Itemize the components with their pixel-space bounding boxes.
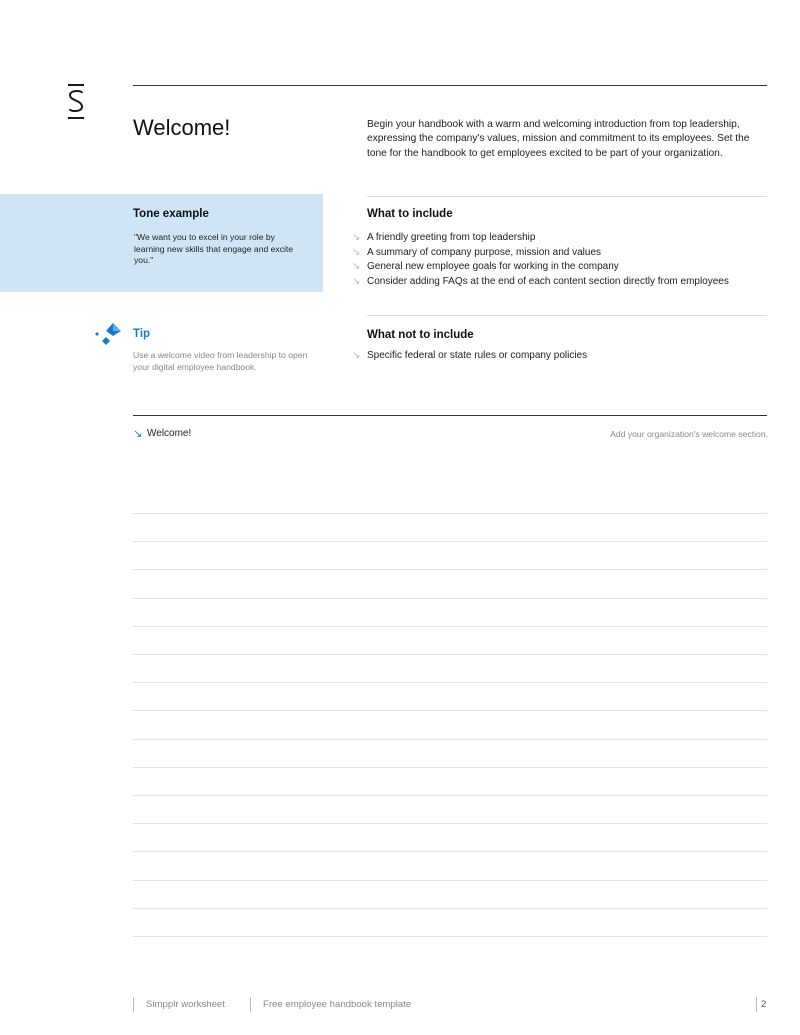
list-item: ↘ A friendly greeting from top leadership [353,231,773,246]
writing-line [133,795,767,796]
arrow-down-right-icon: ↘ [352,261,361,273]
writing-line [133,682,767,683]
arrow-down-right-icon: ↘ [352,246,361,258]
list-item: ↘ General new employee goals for working in the company [353,260,773,275]
tone-example-heading: Tone example [133,208,209,220]
writing-line [133,936,767,937]
footer-divider [133,997,134,1012]
tip-heading: Tip [133,328,151,340]
arrow-down-right-icon: ↘ [352,350,361,361]
sparkle-diamond-icon [94,322,124,348]
what-to-include-heading: What to include [367,208,453,220]
tip-text: Use a welcome video from leadership to open your digital employee handbook. [133,350,308,372]
what-not-to-include-heading: What not to include [367,329,474,341]
section-arrow-icon: ↘ [133,428,143,440]
arrow-down-right-icon: ↘ [352,275,361,287]
list-item: ↘ Consider adding FAQs at the end of each content section directly from employees [353,275,773,290]
tone-example-quote: "We want you to excel in your role by learning new skills that engage and excite you." [134,232,294,266]
writing-line [133,541,767,542]
footer-worksheet-label: Simpplr worksheet [146,999,225,1010]
writing-line [133,598,767,599]
what-not-to-include-list [353,349,773,364]
arrow-down-right-icon: ↘ [352,232,361,243]
footer-divider [250,997,251,1012]
writing-line [133,851,767,852]
section-divider [133,415,767,416]
writing-line [133,823,767,824]
writing-line [133,626,767,627]
writing-line [133,710,767,711]
writing-line [133,654,767,655]
page-number: 2 [761,999,767,1010]
include-divider [367,196,767,197]
footer-document-title: Free employee handbook template [263,999,412,1010]
simpplr-logo-icon [62,82,90,122]
header-divider [133,85,767,86]
writing-line [133,767,767,768]
writing-line [133,880,767,881]
writing-line [133,513,767,514]
writing-line [133,739,767,740]
not-include-divider [367,315,767,316]
section-label: Welcome! [147,428,192,439]
footer-divider [756,997,757,1012]
intro-paragraph: Begin your handbook with a warm and welcoming introduction from top leadership, expressing the company's values, mission and commitment to its employees. Set the tone for the handbook to get employees excited to be part of your organization. [367,119,750,159]
page-title: Welcome! [133,115,231,140]
writing-line [133,908,767,909]
writing-line [133,569,767,570]
what-to-include-list [353,231,773,289]
list-item: ↘ Specific federal or state rules or company policies [353,349,773,364]
list-item: ↘ A summary of company purpose, mission and values [353,246,773,261]
section-hint: Add your organization's welcome section. [610,429,768,439]
